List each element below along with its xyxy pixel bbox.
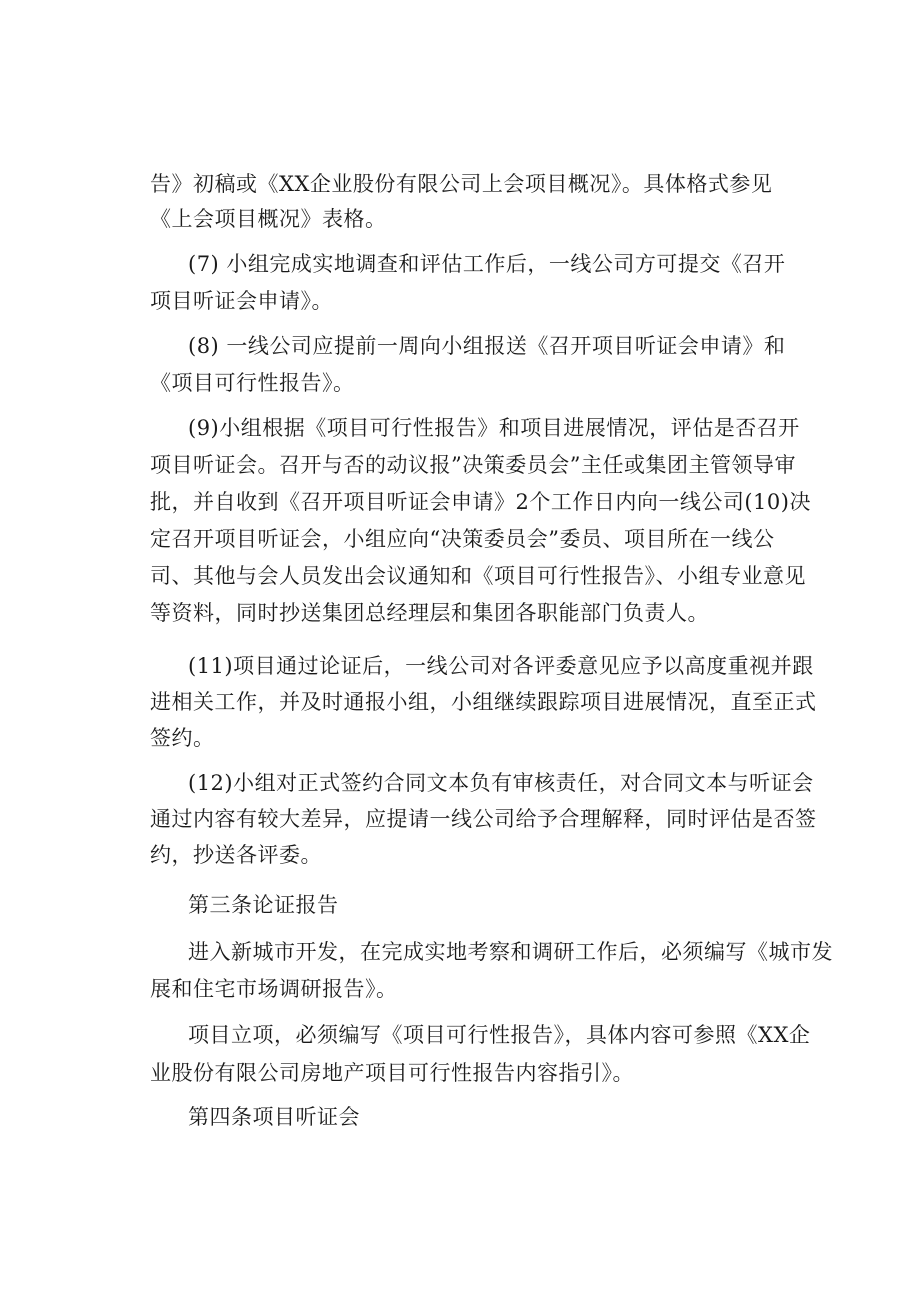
text-line: 展和住宅市场调研报告》。 xyxy=(150,977,398,1001)
text-line: 通过内容有较大差异，应提请一线公司给予合理解释，同时评估是否签 xyxy=(150,807,817,831)
text-line: (8) 一线公司应提前一周向小组报送《召开项目听证会申请》和 xyxy=(188,334,786,358)
section-heading: 第三条论证报告 xyxy=(188,893,339,917)
text-line: 司、其他与会人员发出会议通知和《项目可行性报告》、小组专业意见 xyxy=(150,564,806,588)
text-line: 批，并自收到《召开项目听证会申请》2个工作日内向一线公司(10)决 xyxy=(150,490,811,514)
text-line: 业股份有限公司房地产项目可行性报告内容指引》。 xyxy=(150,1061,634,1085)
text-line: 签约。 xyxy=(150,726,215,750)
text-line: (9)小组根据《项目可行性报告》和项目进展情况，评估是否召开 xyxy=(188,416,800,440)
text-line: 项目听证会申请》。 xyxy=(150,289,333,313)
text-line: 进入新城市开发，在完成实地考察和调研工作后，必须编写《城市发 xyxy=(188,940,833,964)
text-line: 《项目可行性报告》。 xyxy=(150,371,355,395)
text-line: 项目听证会。召开与否的动议报”决策委员会”主任或集团主管领导审 xyxy=(150,453,796,477)
text-line: (11)项目通过论证后，一线公司对各评委意见应予以高度重视并跟 xyxy=(188,654,814,678)
text-line: 《上会项目概况》表格。 xyxy=(150,207,387,231)
text-line: 定召开项目听证会，小组应向“决策委员会”委员、项目所在一线公 xyxy=(150,527,775,551)
text-line: 等资料，同时抄送集团总经理层和集团各职能部门负责人。 xyxy=(150,601,709,625)
text-line: (7) 小组完成实地调查和评估工作后，一线公司方可提交《召开 xyxy=(188,252,786,276)
text-line: 进相关工作，并及时通报小组，小组继续跟踪项目进展情况，直至正式 xyxy=(150,690,817,714)
text-line: 项目立项，必须编写《项目可行性报告》，具体内容可参照《XX企 xyxy=(188,1023,811,1047)
text-line: (12)小组对正式签约合同文本负有审核责任，对合同文本与听证会 xyxy=(188,771,814,795)
text-line: 约，抄送各评委。 xyxy=(150,843,322,867)
section-heading: 第四条项目听证会 xyxy=(188,1105,360,1129)
text-line: 告》初稿或《XX企业股份有限公司上会项目概况》。具体格式参见 xyxy=(150,172,773,196)
